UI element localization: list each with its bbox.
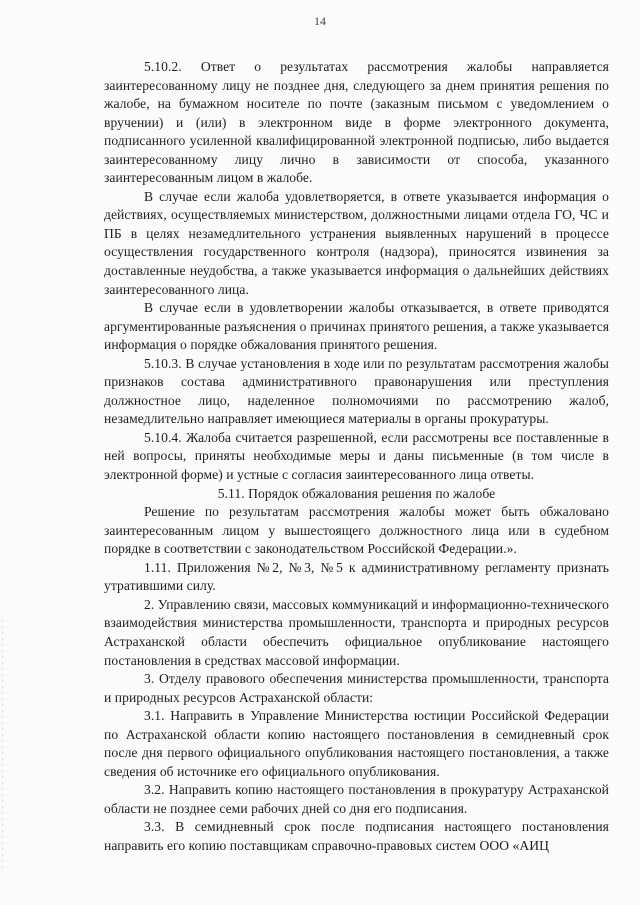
page-number: 14	[314, 14, 326, 28]
paragraph-5-10-2: 5.10.2. Ответ о результатах рассмотрения жалобы направляется заинтересованному лицу не позднее дня, следующего за днем принятия решения по жалобе, на бумажном носителе по почте (заказным письмом с уведомлением о вручении) и (или) в электронном виде в форме электронного документа, подписанного усиленной квалифицированной электронной подписью, либо выдается заинтересованному лицу лично в зависимости от способа, указанного заинтересованным лицом в жалобе.	[104, 59, 609, 186]
paragraph-3-2: 3.2. Направить копию настоящего постановления в прокуратуру Астраханской области не позднее семи рабочих дней со дня его подписания.	[104, 782, 609, 816]
paragraph-appeal-decision: Решение по результатам рассмотрения жалобы может быть обжаловано заинтересованным лицом у вышестоящего должностного лица или в судебном порядке в соответствии с законодательством Российской Федерации.».	[104, 504, 609, 557]
paragraph-5-10-4: 5.10.4. Жалоба считается разрешенной, если рассмотрены все поставленные в ней вопросы, приняты необходимые меры и даны письменные (в том числе в электронной форме) и устные с согласия заинтересованного лица ответы.	[104, 429, 609, 483]
paragraph-1-11: 1.11. Приложения №2, №3, №5 к административному регламенту признать утратившими силу.	[104, 559, 609, 594]
paragraph-complaint-satisfied: В случае если жалоба удовлетворяется, в ответе указывается информация о действиях, осуществляемых министерством, должностными лицами отдела ГО, ЧС и ПБ в целях незамедлительного устранения выявленных нарушений в процессе осуществления государственного контроля (надзора), приносятся извинения за доставленные неудобства, а также указывается информация о дальнейших действиях заинтересованного лица.	[104, 188, 609, 297]
paragraph-3-3: 3.3. В семидневный срок после подписания настоящего постановления направить его копию поставщикам справочно-правовых систем ООО «АИЦ	[104, 819, 609, 853]
paragraph-5-10-3: 5.10.3. В случае установления в ходе или по результатам рассмотрения жалобы признаков состава административного правонарушения или преступления должностное лицо, наделенное полномочиями по рассмотрению жалоб, незамедлительно направляет имеющиеся материалы в органы прокуратуры.	[104, 355, 609, 427]
paragraph-complaint-rejected: В случае если в удовлетворении жалобы отказывается, в ответе приводятся аргументированные разъяснения о причинах принятого решения, а также указывается информация о порядке обжалования принятого решения.	[104, 300, 609, 353]
paragraph-2: 2. Управлению связи, массовых коммуникаций и информационно-технического взаимодействия министерства промышленности, транспорта и природных ресурсов Астраханской области обеспечить официальное опубликование настоящего постановления в средствах массовой информации.	[104, 596, 609, 668]
scan-edge-mark	[2, 620, 3, 870]
paragraph-3-1: 3.1. Направить в Управление Министерства юстиции Российской Федерации по Астраханской области копию настоящего постановления в семидневный срок после дня первого официального опубликования настоящего постановления, а также сведения об источнике его официального опубликования.	[104, 708, 609, 779]
paragraph-3: 3. Отделу правового обеспечения министерства промышленности, транспорта и природных ресурсов Астраханской области:	[104, 671, 609, 705]
section-heading-5-11: 5.11. Порядок обжалования решения по жалобе	[217, 485, 496, 501]
document-body	[104, 58, 609, 856]
